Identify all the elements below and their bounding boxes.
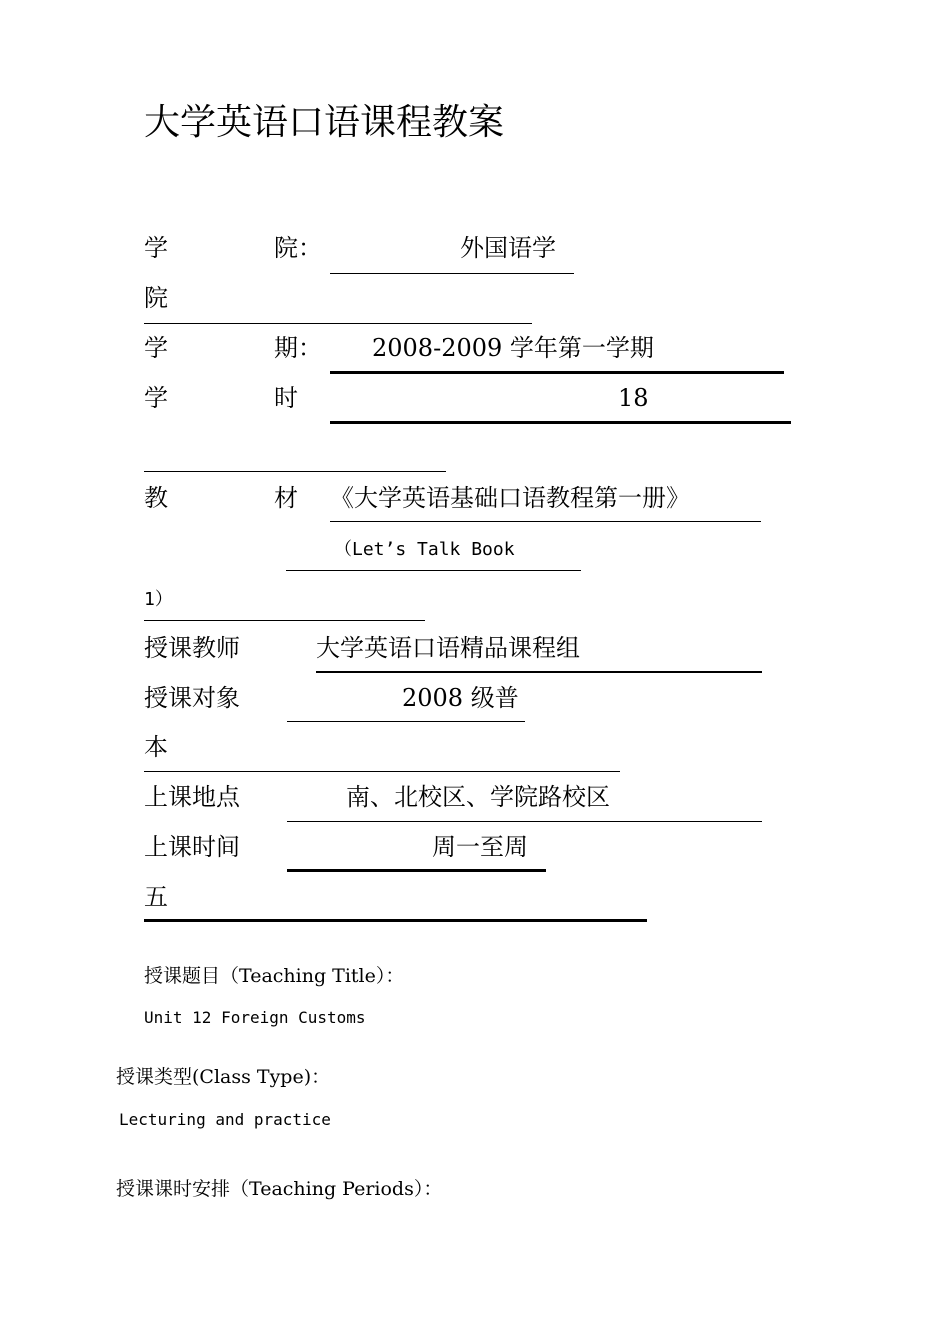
class-type-value: Lecturing and practice [119,1110,331,1129]
term-label-char-1: 学 [144,334,168,362]
hours-underline [330,421,791,424]
time-label: 上课时间 [144,833,240,861]
teaching-periods-label: 授课课时安排（Teaching Periods）： [116,1178,443,1200]
document-title: 大学英语口语课程教案 [144,102,505,143]
audience-underline [287,721,525,722]
location-underline [287,821,762,822]
location-value: 南、北校区、学院路校区 [346,783,610,811]
textbook-label-char-1: 教 [144,484,168,512]
class-type-label: 授课类型(Class Type)： [116,1066,331,1088]
audience-value-wrap: 本 [144,733,168,761]
teaching-title-label: 授课题目（Teaching Title）： [144,965,405,987]
hours-value: 18 [618,384,649,412]
audience-wrap-underline [144,771,620,772]
term-label-char-2: 期： [274,334,322,362]
time-wrap-underline [144,919,647,922]
audience-value: 2008 级普 [402,684,519,712]
teacher-underline [316,671,762,673]
teacher-value: 大学英语口语精品课程组 [316,634,580,662]
hours-wrap-underline [144,471,446,472]
college-value: 外国语学 [460,234,556,262]
textbook-line-2-underline [286,570,581,571]
teacher-label: 授课教师 [144,634,240,662]
textbook-wrap-underline [144,620,425,621]
college-underline [330,273,574,274]
textbook-underline [330,521,761,522]
teaching-title-value: Unit 12 Foreign Customs [144,1008,366,1027]
term-underline [330,371,784,374]
college-label-char-2: 院： [274,234,322,262]
time-value-wrap: 五 [144,883,168,911]
audience-label: 授课对象 [144,684,240,712]
textbook-value-line-2: （Let’s Talk Book [334,539,515,560]
textbook-label-char-2: 材 [274,484,298,512]
textbook-value: 《大学英语基础口语教程第一册》 [330,484,690,512]
location-label: 上课地点 [144,783,240,811]
college-wrap-underline [144,323,532,324]
college-value-wrap: 院 [144,284,168,312]
textbook-value-wrap: 1） [144,589,173,610]
hours-label-char-2: 时 [274,384,298,412]
time-underline [287,869,546,872]
term-value: 2008-2009 学年第一学期 [372,334,654,362]
time-value: 周一至周 [432,833,528,861]
college-label-char-1: 学 [144,234,168,262]
hours-label-char-1: 学 [144,384,168,412]
